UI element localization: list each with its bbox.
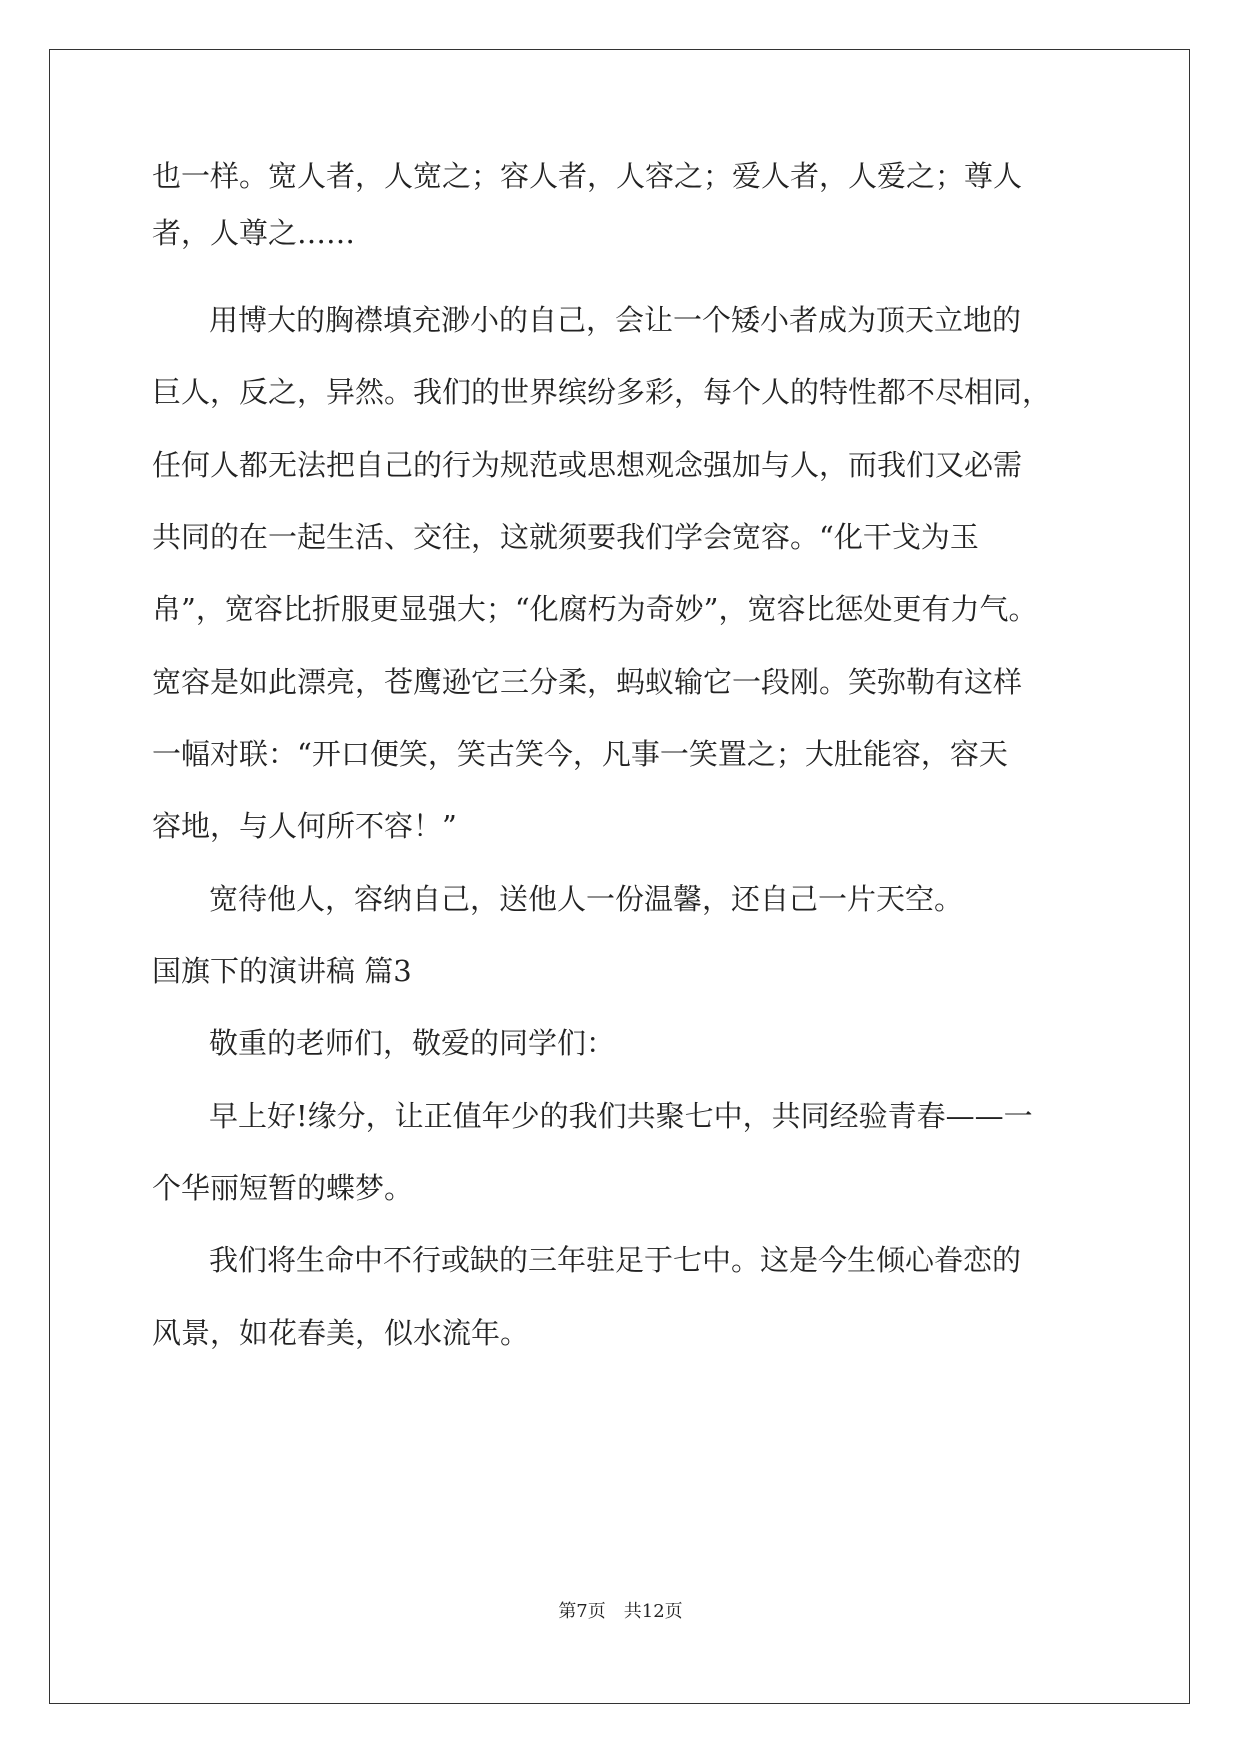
page-footer: 第7页 共12页 [558,1601,683,1622]
page-border [49,49,1190,1704]
